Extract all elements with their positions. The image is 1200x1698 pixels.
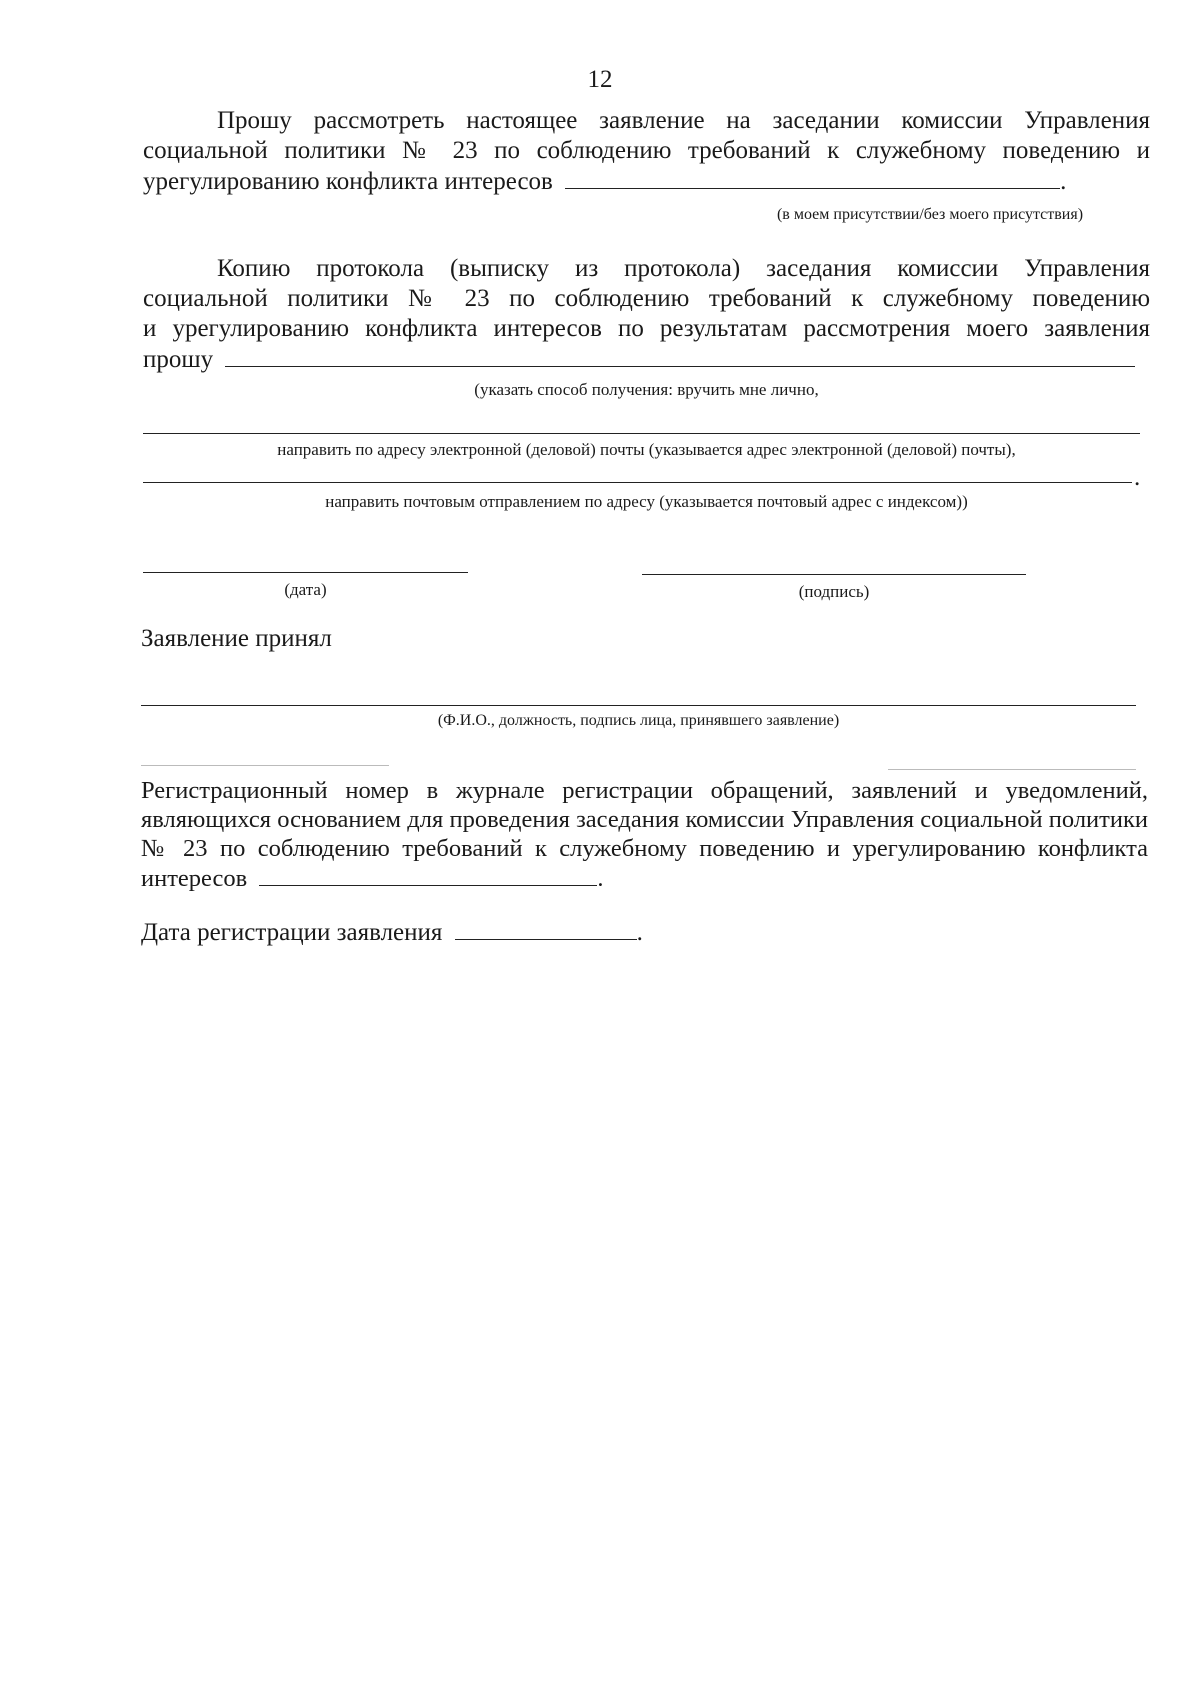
accepted-hint: (Ф.И.О., должность, подпись лица, принявшего заявление) — [437, 712, 840, 729]
delivery-line-2[interactable] — [143, 433, 1140, 434]
copy-paragraph — [143, 254, 1150, 375]
delivery-line-3[interactable] — [143, 482, 1132, 483]
date-label: (дата) — [284, 580, 327, 599]
separator-right — [888, 769, 1136, 770]
accepted-label: Заявление принял — [141, 625, 332, 652]
registration-line-1: Регистрационный номер в журнале регистрации обращений, заявлений и уведомлений, — [141, 777, 1148, 804]
delivery-period: . — [1134, 464, 1141, 491]
registration-line-3: № 23 по соблюдению требований к служебному поведению и урегулированию конфликта — [141, 835, 1148, 862]
registration-number-field[interactable] — [259, 863, 597, 886]
request-line-3-text: урегулированию конфликта интересов — [143, 168, 553, 195]
registration-date-period: . — [636, 919, 643, 946]
signature-field[interactable] — [642, 574, 1026, 575]
date-field[interactable] — [143, 572, 468, 573]
copy-line-4 — [143, 344, 1150, 375]
delivery-hint-2: направить по адресу электронной (деловой) почты (указывается адрес электронной (деловой) почты), — [277, 440, 1016, 459]
copy-line-1: Копию протокола (выписку из протокола) заседания комиссии Управления — [217, 255, 1150, 282]
delivery-hint-3: направить почтовым отправлением по адресу (указывается почтовый адрес с индексом)) — [325, 492, 968, 511]
request-line-3 — [143, 166, 1150, 197]
registration-date-label: Дата регистрации заявления — [141, 919, 443, 946]
copy-line-4-text: прошу — [143, 346, 214, 373]
page-number: 12 — [587, 66, 613, 93]
delivery-hint-1: (указать способ получения: вручить мне лично, — [474, 380, 819, 399]
attendance-hint: (в моем присутствии/без моего присутствия) — [776, 206, 1084, 223]
registration-period: . — [597, 865, 604, 892]
copy-line-3: и урегулированию конфликта интересов по результатам рассмотрения моего заявления — [143, 315, 1150, 342]
accepted-by-field[interactable] — [141, 705, 1136, 706]
registration-paragraph — [141, 776, 1148, 893]
registration-date-field[interactable] — [455, 917, 637, 940]
registration-line-4 — [141, 863, 1148, 893]
copy-line-2: социальной политики № 23 по соблюдению требований к служебному поведению — [143, 285, 1150, 312]
registration-line-2: являющихся основанием для проведения заседания комиссии Управления социальной политики — [141, 806, 1148, 833]
request-period: . — [1060, 168, 1067, 195]
request-line-2: социальной политики № 23 по соблюдению требований к служебному поведению и — [143, 137, 1150, 164]
registration-line-4-text: интересов — [141, 865, 248, 892]
attendance-field[interactable] — [565, 166, 1060, 189]
separator-left — [141, 765, 389, 766]
request-paragraph — [143, 106, 1150, 197]
request-line-1: Прошу рассмотреть настоящее заявление на заседании комиссии Управления — [217, 107, 1150, 134]
signature-label: (подпись) — [798, 582, 870, 601]
registration-date-row — [141, 917, 643, 947]
delivery-method-field[interactable] — [225, 344, 1135, 367]
